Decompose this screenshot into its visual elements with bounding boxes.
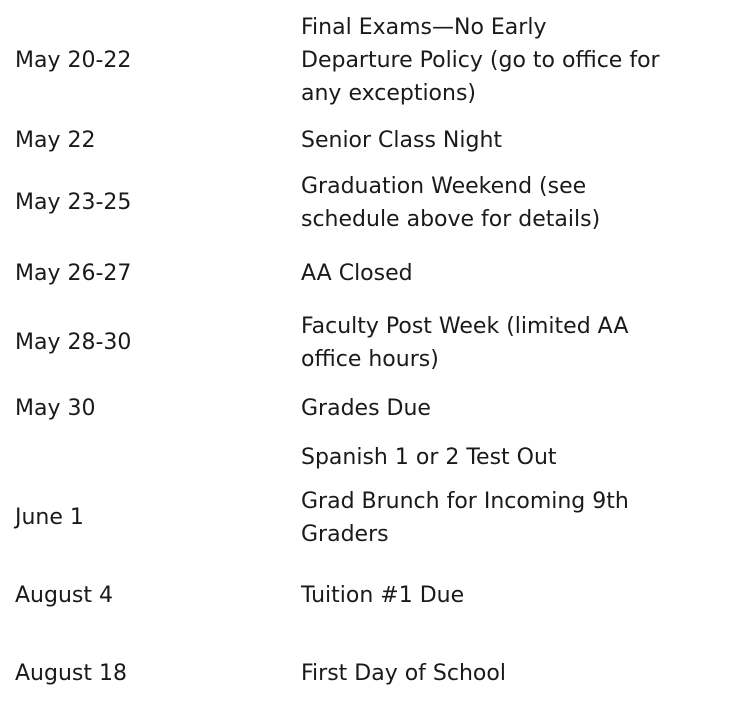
date-cell: June 1 bbox=[15, 505, 84, 530]
event-text: Departure Policy (go to office for bbox=[301, 48, 660, 73]
event-text: Faculty Post Week (limited AA bbox=[301, 314, 629, 339]
date-cell: August 18 bbox=[15, 661, 127, 686]
event-cell bbox=[301, 485, 721, 551]
event-text: Graders bbox=[301, 522, 389, 547]
event-text: Final Exams—No Early bbox=[301, 15, 547, 40]
date-cell: August 4 bbox=[15, 583, 113, 608]
event-text: Spanish 1 or 2 Test Out bbox=[301, 445, 557, 470]
event-cell bbox=[301, 11, 721, 110]
event-text: AA Closed bbox=[301, 261, 413, 286]
date-cell: May 22 bbox=[15, 128, 96, 153]
event-cell bbox=[301, 170, 721, 236]
event-text: any exceptions) bbox=[301, 81, 477, 106]
event-text: Senior Class Night bbox=[301, 128, 503, 153]
event-cell bbox=[301, 441, 721, 474]
event-text: Grad Brunch for Incoming 9th bbox=[301, 489, 629, 514]
date-cell: May 20-22 bbox=[15, 48, 132, 73]
date-cell: May 28-30 bbox=[15, 330, 132, 355]
event-text: Graduation Weekend (see bbox=[301, 174, 587, 199]
event-text: First Day of School bbox=[301, 661, 506, 686]
date-cell: May 30 bbox=[15, 396, 96, 421]
date-cell: May 23-25 bbox=[15, 190, 132, 215]
event-text: Tuition #1 Due bbox=[301, 583, 465, 608]
date-cell: May 26-27 bbox=[15, 261, 132, 286]
event-text: schedule above for details) bbox=[301, 207, 601, 232]
event-cell bbox=[301, 579, 721, 612]
event-cell bbox=[301, 124, 721, 157]
event-text: Grades Due bbox=[301, 396, 431, 421]
event-cell bbox=[301, 257, 721, 290]
event-cell bbox=[301, 657, 721, 690]
event-cell bbox=[301, 392, 721, 425]
event-cell bbox=[301, 310, 721, 376]
event-text: office hours) bbox=[301, 347, 439, 372]
